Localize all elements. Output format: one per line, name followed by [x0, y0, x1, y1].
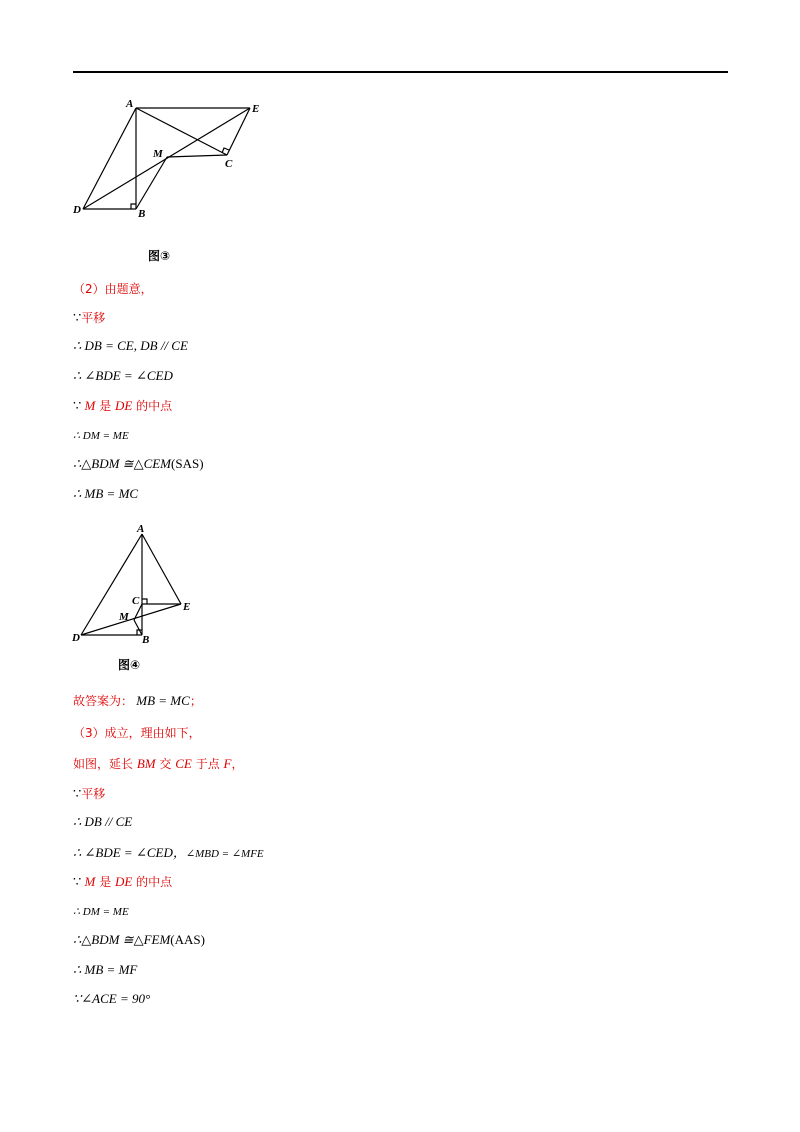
figure-3-diagram: [70, 95, 270, 225]
part2-step-angles: ∴ ∠BDE = ∠CED: [73, 368, 173, 383]
part3-step-angles: ∴ ∠BDE = ∠CED，∠MBD = ∠MFE: [73, 845, 264, 860]
part2-step-congruence: ∴△BDM ≅△CEM(SAS): [73, 456, 204, 471]
point-B-label: B: [142, 634, 150, 646]
part3-step-dm-me: ∴ DM = ME: [73, 906, 129, 918]
part2-heading: （2）由题意，: [73, 282, 153, 296]
part2-step-conclusion: ∴ MB = MC: [73, 486, 139, 501]
figure-3-caption: 图③: [148, 249, 171, 263]
part3-step-congruence: ∴△BDM ≅△FEM(AAS): [73, 932, 205, 947]
part3-step-mb-mf: ∴ MB = MF: [73, 962, 138, 977]
part2-step-db-ce: ∴ DB = CE, DB // CE: [73, 338, 188, 353]
point-C-label: C: [225, 158, 233, 170]
answer-line: 故答案为： MB = MC；: [73, 693, 202, 708]
part3-step-parallel: ∴ DB // CE: [73, 814, 133, 829]
point-A-label: A: [126, 98, 134, 110]
point-B-label: B: [138, 208, 146, 220]
part3-because-midpoint: ∵ M 是 DE 的中点: [73, 874, 173, 889]
point-E-label: E: [183, 601, 191, 613]
point-A-label: A: [137, 523, 145, 535]
header-rule: [73, 71, 728, 73]
figure-4-diagram: [70, 520, 200, 650]
part3-heading: （3）成立，理由如下，: [73, 726, 201, 740]
part3-extend-instruction: 如图，延长 BM 交 CE 于点 F，: [73, 756, 244, 771]
part2-because-translation: ∵平移: [73, 310, 106, 325]
part3-step-right-angle: ∵∠ACE = 90°: [73, 991, 151, 1006]
part2-because-midpoint: ∵ M 是 DE 的中点: [73, 398, 173, 413]
point-C-label: C: [132, 595, 140, 607]
point-E-label: E: [252, 103, 260, 115]
point-M-label: M: [153, 148, 163, 160]
part3-because-translation: ∵平移: [73, 786, 106, 801]
point-D-label: D: [73, 204, 81, 216]
point-M-label: M: [119, 611, 129, 623]
figure-4-caption: 图④: [118, 658, 141, 672]
part2-step-dm-me: ∴ DM = ME: [73, 430, 129, 442]
point-D-label: D: [72, 632, 80, 644]
